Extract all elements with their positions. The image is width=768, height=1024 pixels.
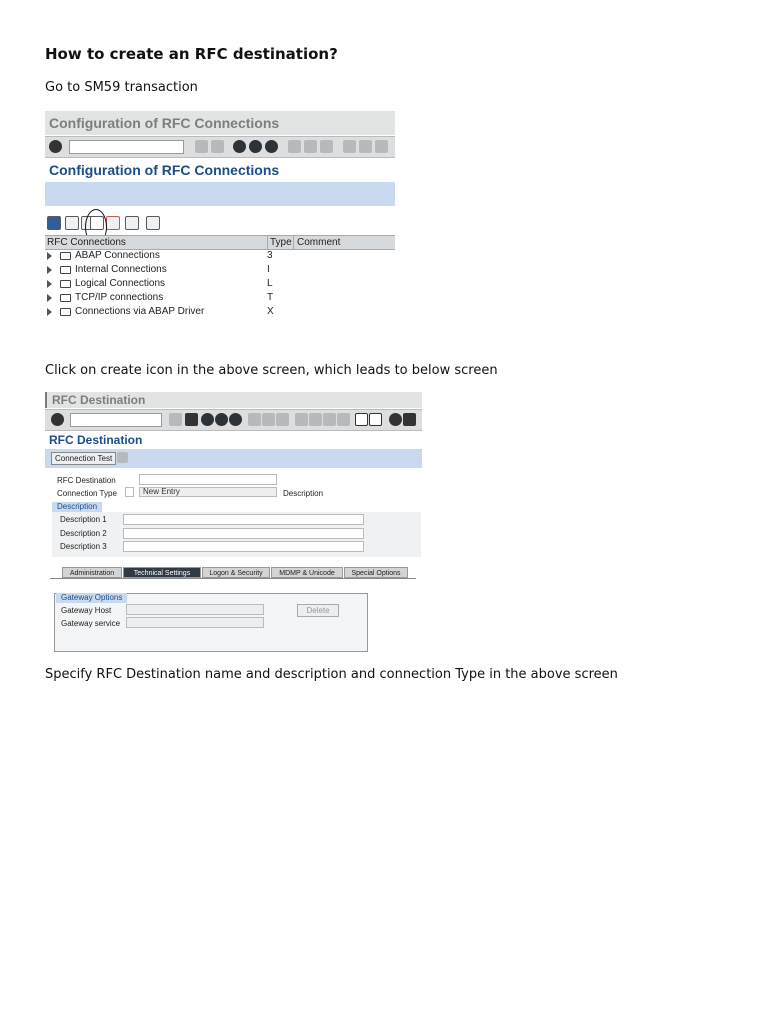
folder-icon [60, 280, 71, 288]
document-heading: How to create an RFC destination? [45, 45, 338, 63]
connection-type: 3 [267, 250, 273, 261]
column-type[interactable]: Type [267, 236, 292, 249]
window-title: Configuration of RFC Connections [45, 111, 395, 135]
tree-row[interactable] [45, 291, 395, 305]
layout-menu-icon[interactable] [403, 413, 416, 426]
previous-page-icon[interactable] [359, 140, 372, 153]
rfc-destination-label: RFC Destination [57, 476, 116, 485]
description-2-input[interactable] [123, 528, 364, 539]
connection-type-input[interactable] [125, 487, 134, 497]
enter-icon[interactable] [51, 413, 64, 426]
description-group-title: Description [52, 502, 102, 512]
tree-row[interactable] [45, 305, 395, 319]
column-header [45, 235, 395, 250]
folder-icon [60, 294, 71, 302]
connection-type: T [267, 292, 274, 303]
folder-icon [60, 266, 71, 274]
application-toolbar [45, 449, 422, 468]
gateway-host-input[interactable] [126, 604, 264, 615]
connection-type: I [267, 264, 270, 275]
previous-page-icon[interactable] [309, 413, 322, 426]
description-3-label: Description 3 [60, 542, 107, 551]
connection-label[interactable]: Connections via ABAP Driver [75, 306, 205, 317]
connection-type-value: New Entry [139, 487, 277, 497]
help-icon[interactable] [389, 413, 402, 426]
column-comment[interactable]: Comment [293, 236, 340, 249]
rfc-destination-screenshot [45, 392, 422, 652]
cancel-icon[interactable] [229, 413, 242, 426]
back-icon[interactable] [233, 140, 246, 153]
find-icon[interactable] [262, 413, 275, 426]
expand-icon[interactable] [47, 308, 52, 316]
save-icon[interactable] [185, 413, 198, 426]
column-rfc-connections[interactable]: RFC Connections [47, 237, 126, 248]
shortcut-icon[interactable] [369, 413, 382, 426]
command-field[interactable] [70, 413, 162, 427]
tree-row[interactable] [45, 277, 395, 291]
pencil-icon[interactable] [117, 452, 128, 463]
exit-icon[interactable] [249, 140, 262, 153]
tree-row[interactable] [45, 249, 395, 263]
first-page-icon[interactable] [343, 140, 356, 153]
last-page-icon[interactable] [337, 413, 350, 426]
refresh-icon[interactable] [47, 216, 61, 230]
description-1-input[interactable] [123, 514, 364, 525]
gateway-options-title: Gateway Options [56, 593, 127, 603]
connection-label[interactable]: TCP/IP connections [75, 292, 164, 303]
tree-row[interactable] [45, 263, 395, 277]
back-arrow-icon[interactable] [169, 413, 182, 426]
connection-label[interactable]: Logical Connections [75, 278, 166, 289]
expand-icon[interactable] [47, 280, 52, 288]
exit-icon[interactable] [215, 413, 228, 426]
print-icon[interactable] [288, 140, 301, 153]
description-1-label: Description 1 [60, 515, 107, 524]
tab-mdmp-unicode[interactable]: MDMP & Unicode [271, 567, 343, 578]
step-2-text: Click on create icon in the above screen, which leads to below screen [45, 363, 498, 378]
expand-icon[interactable] [47, 252, 52, 260]
connection-type: X [267, 306, 274, 317]
title-band [45, 182, 395, 206]
next-page-icon[interactable] [375, 140, 388, 153]
connection-test-button[interactable]: Connection Test [51, 452, 116, 465]
delete-button[interactable]: Delete [297, 604, 339, 617]
description-label: Description [283, 489, 324, 498]
find-icon[interactable] [304, 140, 317, 153]
connection-label[interactable]: ABAP Connections [75, 250, 160, 261]
first-page-icon[interactable] [295, 413, 308, 426]
system-toolbar [45, 409, 422, 431]
gateway-host-label: Gateway Host [61, 606, 112, 615]
sm59-screenshot [45, 111, 395, 332]
find-next-icon[interactable] [320, 140, 333, 153]
find-next-icon[interactable] [276, 413, 289, 426]
folder-icon [60, 308, 71, 316]
application-title: RFC Destination [49, 433, 143, 447]
back-icon[interactable] [201, 413, 214, 426]
system-toolbar [45, 136, 395, 158]
delete-icon[interactable] [146, 216, 160, 230]
expand-icon[interactable] [47, 294, 52, 302]
connection-type: L [267, 278, 273, 289]
save-icon[interactable] [211, 140, 224, 153]
print-icon[interactable] [248, 413, 261, 426]
tab-technical-settings[interactable]: Technical Settings [123, 567, 201, 578]
cancel-icon[interactable] [265, 140, 278, 153]
display-icon[interactable] [125, 216, 139, 230]
step-1-text: Go to SM59 transaction [45, 80, 198, 95]
command-field[interactable] [69, 140, 184, 154]
folder-icon [60, 252, 71, 260]
tab-special-options[interactable]: Special Options [344, 567, 408, 578]
new-session-icon[interactable] [355, 413, 368, 426]
change-icon[interactable] [106, 216, 120, 230]
search-icon[interactable] [65, 216, 79, 230]
window-title: RFC Destination [45, 392, 422, 408]
description-2-label: Description 2 [60, 529, 107, 538]
step-3-text: Specify RFC Destination name and description and connection Type in the above screen [45, 667, 618, 682]
gateway-service-input[interactable] [126, 617, 264, 628]
application-title: Configuration of RFC Connections [45, 159, 395, 181]
gateway-service-label: Gateway service [61, 619, 121, 628]
enter-icon[interactable] [49, 140, 62, 153]
back-arrow-icon[interactable] [195, 140, 208, 153]
description-3-input[interactable] [123, 541, 364, 552]
expand-icon[interactable] [47, 266, 52, 274]
rfc-destination-input[interactable] [139, 474, 277, 485]
tab-logon-security[interactable]: Logon & Security [202, 567, 270, 578]
tab-administration[interactable]: Administration [62, 567, 122, 578]
next-page-icon[interactable] [323, 413, 336, 426]
connection-label[interactable]: Internal Connections [75, 264, 167, 275]
connection-type-label: Connection Type [57, 489, 117, 498]
